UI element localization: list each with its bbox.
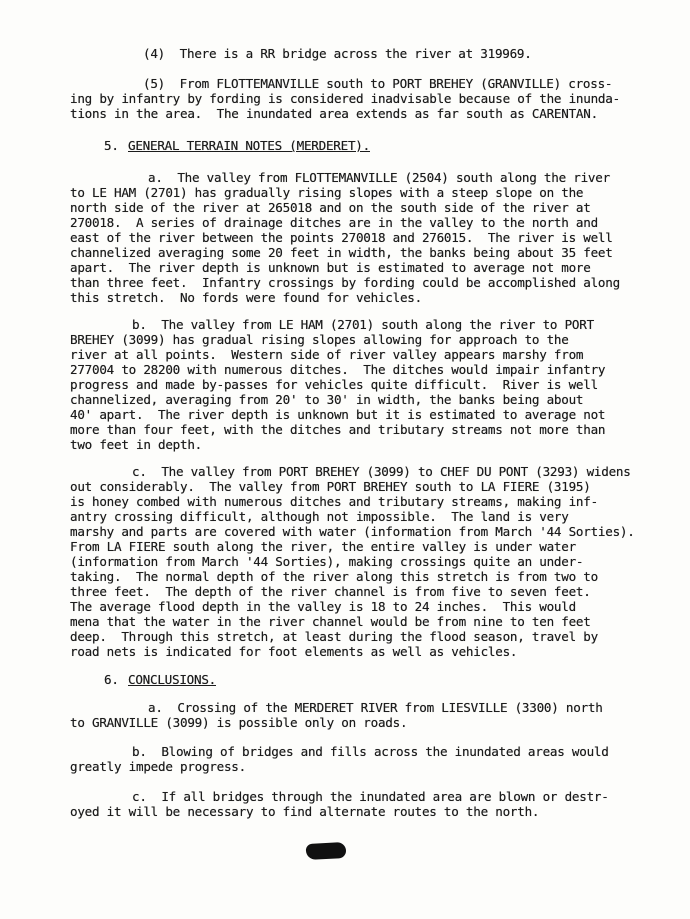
- text-line: tions in the area. The inundated area extends as far south as CARENTAN.: [70, 106, 598, 121]
- text-line: mena that the water in the river channel would be from nine to ten feet: [70, 614, 591, 629]
- text-line: is honey combed with numerous ditches and tributary streams, making inf-: [70, 494, 598, 509]
- section-number: 5.: [104, 138, 119, 153]
- ink-blot-mark: [306, 842, 347, 860]
- text-line: 277004 to 28200 with numerous ditches. The ditches would impair infantry: [70, 362, 606, 377]
- text-line: three feet. The depth of the river channel is from five to seven feet.: [70, 584, 591, 599]
- text-line: deep. Through this stretch, at least during the flood season, travel by: [70, 629, 598, 644]
- text-line: 40' apart. The river depth is unknown but it is estimated to average not: [70, 407, 606, 422]
- section-title: GENERAL TERRAIN NOTES (MERDERET).: [128, 138, 370, 153]
- section-number: 6.: [104, 672, 119, 687]
- text-line: b. The valley from LE HAM (2701) south along the river to PORT: [132, 317, 594, 332]
- text-line: a. The valley from FLOTTEMANVILLE (2504) south along the river: [148, 170, 610, 185]
- text-line: river at all points. Western side of river valley appears marshy from: [70, 347, 584, 362]
- text-line: greatly impede progress.: [70, 759, 246, 774]
- text-line: more than four feet, with the ditches and tributary streams not more than: [70, 422, 606, 437]
- text-line: oyed it will be necessary to find alternate routes to the north.: [70, 804, 540, 819]
- text-line: antry crossing difficult, although not impossible. The land is very: [70, 509, 569, 524]
- text-line: (4) There is a RR bridge across the river at 319969.: [143, 46, 532, 61]
- text-line: (information from March '44 Sorties), making crossings quite an under-: [70, 554, 584, 569]
- text-line: to GRANVILLE (3099) is possible only on roads.: [70, 715, 408, 730]
- text-line: c. If all bridges through the inundated area are blown or destr-: [132, 789, 609, 804]
- text-line: two feet in depth.: [70, 437, 202, 452]
- text-line: than three feet. Infantry crossings by fording could be accomplished along: [70, 275, 620, 290]
- text-line: to LE HAM (2701) has gradually rising slopes with a steep slope on the: [70, 185, 584, 200]
- text-line: this stretch. No fords were found for vehicles.: [70, 290, 422, 305]
- text-line: 270018. A series of drainage ditches are in the valley to the north and: [70, 215, 598, 230]
- text-line: north side of the river at 265018 and on the south side of the river at: [70, 200, 591, 215]
- text-line: BREHEY (3099) has gradual rising slopes allowing for approach to the: [70, 332, 569, 347]
- text-line: The average flood depth in the valley is 18 to 24 inches. This would: [70, 599, 576, 614]
- text-line: marshy and parts are covered with water (information from March '44 Sorties).: [70, 524, 635, 539]
- text-line: ing by infantry by fording is considered inadvisable because of the inunda-: [70, 91, 620, 106]
- text-line: out considerably. The valley from PORT BREHEY south to LA FIERE (3195): [70, 479, 591, 494]
- section-title: CONCLUSIONS.: [128, 672, 216, 687]
- text-line: (5) From FLOTTEMANVILLE south to PORT BREHEY (GRANVILLE) cross-: [143, 76, 613, 91]
- text-line: apart. The river depth is unknown but is estimated to average not more: [70, 260, 591, 275]
- text-line: road nets is indicated for foot elements as well as vehicles.: [70, 644, 518, 659]
- text-line: progress and made by-passes for vehicles quite difficult. River is well: [70, 377, 598, 392]
- text-line: taking. The normal depth of the river along this stretch is from two to: [70, 569, 598, 584]
- text-line: channelized, averaging from 20' to 30' in width, the banks being about: [70, 392, 584, 407]
- text-line: east of the river between the points 270018 and 276015. The river is well: [70, 230, 613, 245]
- text-line: From LA FIERE south along the river, the entire valley is under water: [70, 539, 576, 554]
- text-line: a. Crossing of the MERDERET RIVER from LIESVILLE (3300) north: [148, 700, 603, 715]
- text-line: b. Blowing of bridges and fills across the inundated areas would: [132, 744, 609, 759]
- text-line: c. The valley from PORT BREHEY (3099) to CHEF DU PONT (3293) widens: [132, 464, 631, 479]
- text-line: channelized averaging some 20 feet in width, the banks being about 35 feet: [70, 245, 613, 260]
